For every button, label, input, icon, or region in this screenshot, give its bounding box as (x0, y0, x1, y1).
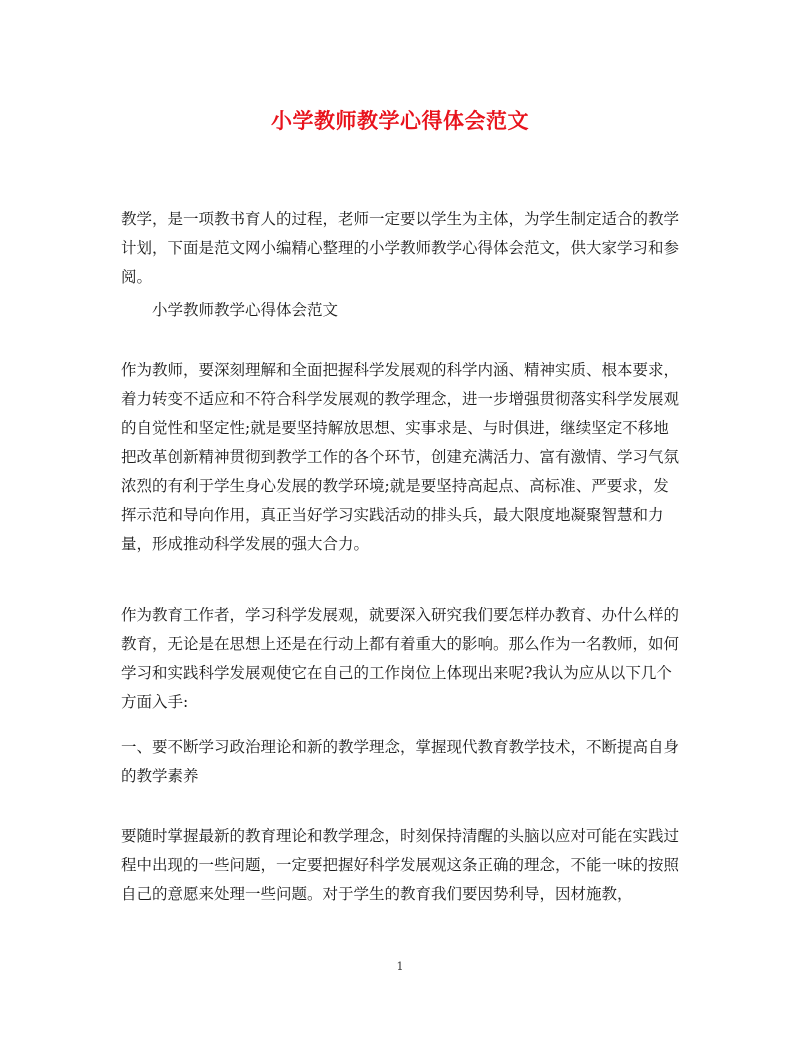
section-subtitle: 小学教师教学心得体会范文 (152, 301, 339, 319)
body-paragraph: 作为教师，要深刻理解和全面把握科学发展观的科学内涵、精神实质、根本要求，着力转变不适应和不符合科学发展观的教学理念，进一步增强贯彻落实科学发展观的自觉性和坚定性;就是要坚持解放思想、实事求是、与时俱进，继续坚定不移地把改革创新精神贯彻到教学工作的各个环节，创建充满活力、富有激情、学习气氛浓烈的有利于学生身心发展的教学环境;就是要坚持高起点、高标准、严要求，发挥示范和导向作用，真正当好学习实践活动的排头兵，最大限度地凝聚智慧和力量，形成推动科学发展的强大合力。 (121, 361, 680, 553)
page-number: 1 (396, 960, 404, 973)
section-heading: 一、要不断学习政治理论和新的教学理念，掌握现代教育教学技术，不断提高自身的教学素养 (121, 738, 680, 785)
intro-paragraph: 教学，是一项教书育人的过程，老师一定要以学生为主体，为学生制定适合的教学计划，下面是范文网小编精心整理的小学教师教学心得体会范文，供大家学习和参阅。 (121, 210, 680, 286)
body-paragraph: 作为教育工作者，学习科学发展观，就要深入研究我们要怎样办教育、办什么样的教育，无论是在思想上还是在行动上都有着重大的影响。那么作为一名教师，如何学习和实践科学发展观使它在自己的工作岗位上体现出来呢?我认为应从以下几个方面入手: (121, 606, 680, 711)
document-title: 小学教师教学心得体会范文 (271, 108, 529, 133)
body-paragraph: 要随时掌握最新的教育理论和教学理念，时刻保持清醒的头脑以应对可能在实践过程中出现的一些问题，一定要把握好科学发展观这条正确的理念，不能一味的按照自己的意愿来处理一些问题。对于学生的教育我们要因势利导，因材施教， (121, 827, 680, 903)
